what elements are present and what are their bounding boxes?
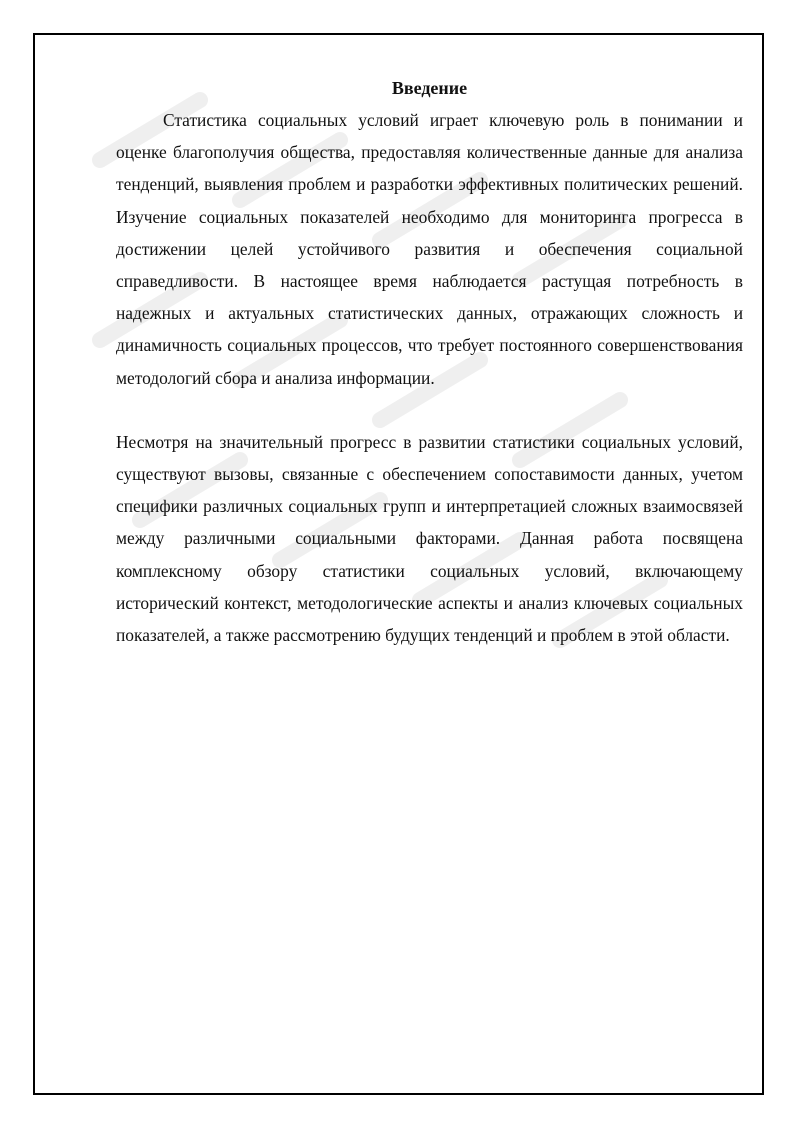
paragraph-intro: Статистика социальных условий играет ключевую роль в понимании и оценке благополучия общества, предоставляя количественные данные для анализа тенденций, выявления проблем и разработки эффективных политических решений. Изучение социальных показателей необходимо для мониторинга прогресса в достижении целей устойчивого развития и обеспечения социальной справедливости. В настоящее время наблюдается растущая потребность в надежных и актуальных статистических данных, отражающих сложность и динамичность социальных процессов, что требует постоянного совершенствования методологий сбора и анализа информации.	[116, 110, 743, 388]
paragraph-challenges: Несмотря на значительный прогресс в развитии статистики социальных условий, существуют вызовы, связанные с обеспечением сопоставимости данных, учетом специфики различных социальных групп и интерпретацией сложных взаимосвязей между различными социальными факторами. Данная работа посвящена комплексному обзору статистики социальных условий, включающему исторический контекст, методологические аспекты и анализ ключевых социальных показателей, а также рассмотрению будущих тенденций и проблем в этой области.	[116, 431, 743, 646]
paragraph-spacer	[116, 394, 743, 426]
document-body	[116, 72, 743, 651]
document-title: Введение	[391, 78, 468, 98]
